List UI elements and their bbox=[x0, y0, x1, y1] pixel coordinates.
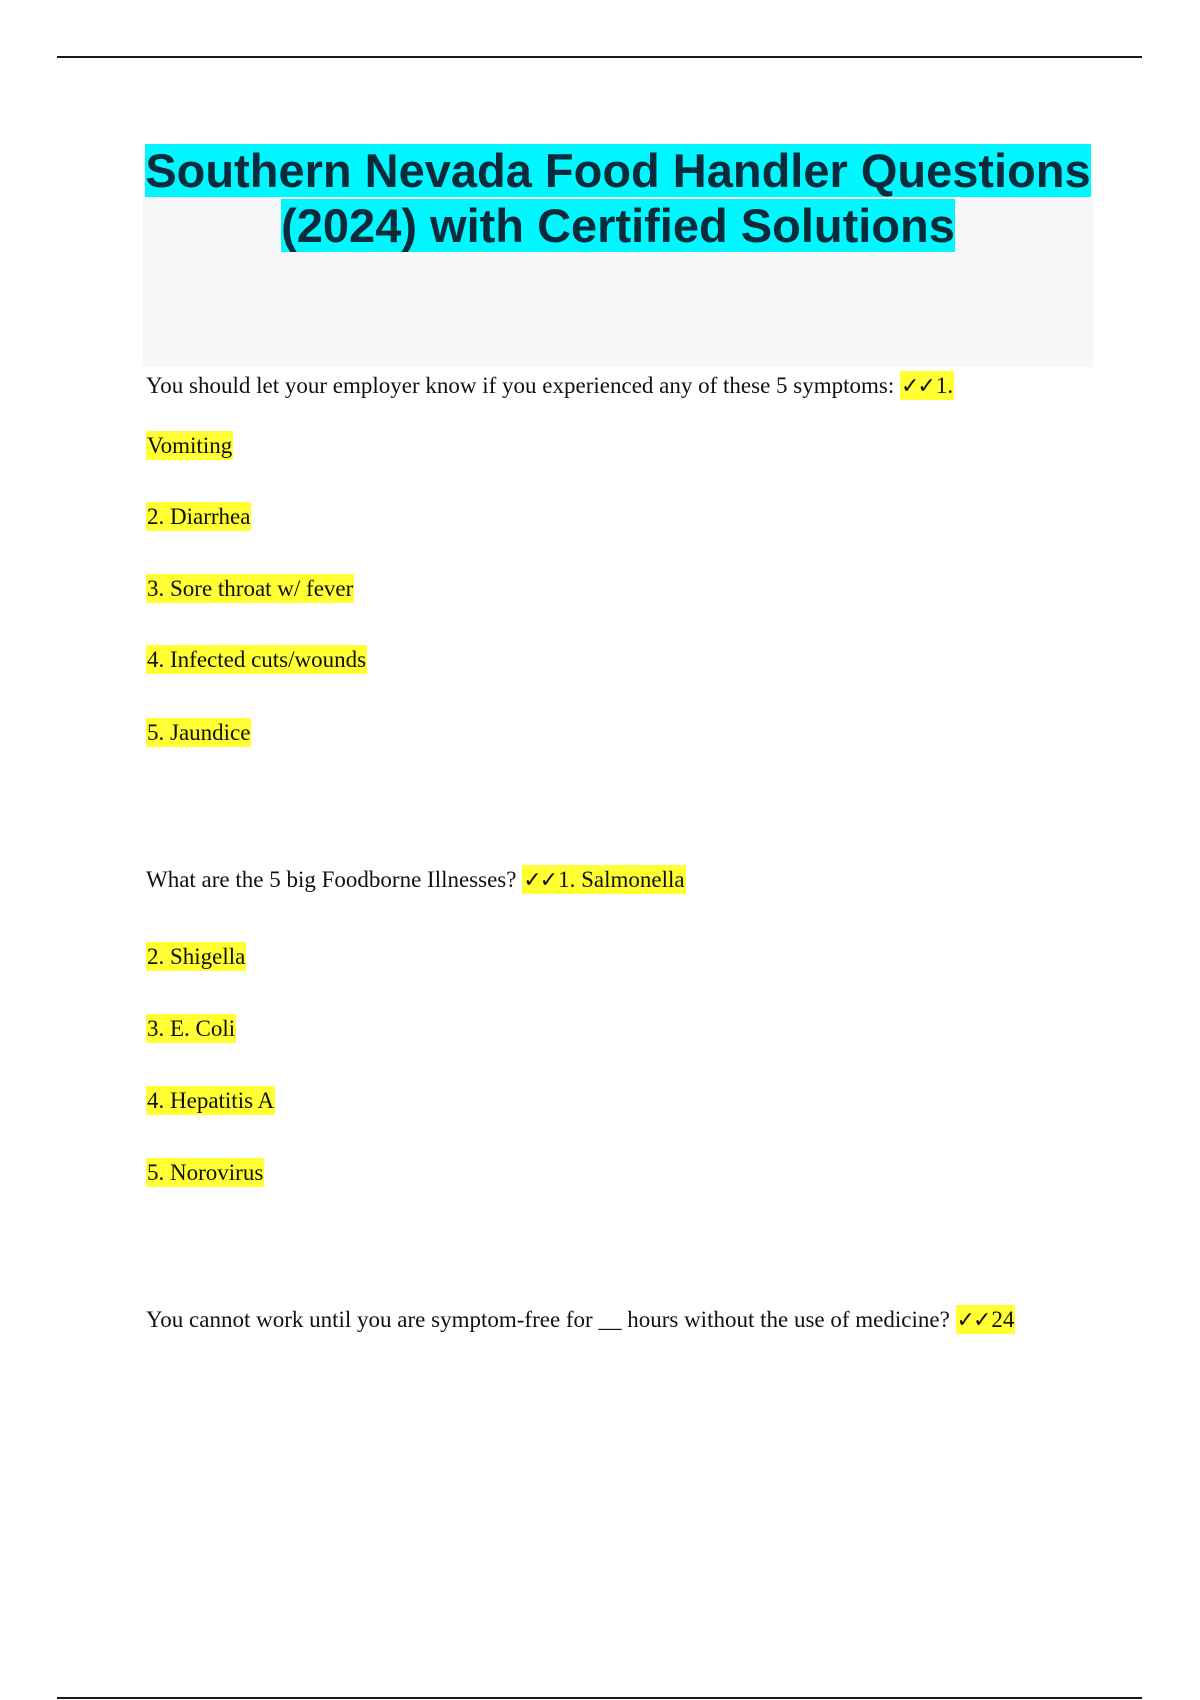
question-2-text: What are the 5 big Foodborne Illnesses? bbox=[146, 867, 517, 892]
question-1 bbox=[146, 371, 954, 402]
question-3-text: You cannot work until you are symptom-free for __ hours without the use of medicine? bbox=[146, 1307, 950, 1332]
question-2 bbox=[146, 865, 686, 896]
answer-2-line-1: 2. Shigella bbox=[147, 944, 246, 969]
answer-1-line-3: 3. Sore throat w/ fever bbox=[147, 576, 354, 601]
answer-1-line-1: Vomiting bbox=[147, 433, 233, 458]
bottom-rule bbox=[57, 1697, 1142, 1699]
question-1-text: You should let your employer know if you experienced any of these 5 symptoms: bbox=[146, 373, 895, 398]
document-title bbox=[143, 143, 1093, 253]
document-title-text: Southern Nevada Food Handler Questions (2024) with Certified Solutions bbox=[145, 144, 1091, 252]
answer-2-line-2: 3. E. Coli bbox=[147, 1016, 236, 1041]
answer-1-first-line: ✓✓1. bbox=[901, 373, 954, 399]
double-check-icon: ✓✓ bbox=[956, 1308, 990, 1333]
answer-2-line-4: 5. Norovirus bbox=[147, 1160, 264, 1185]
question-3 bbox=[146, 1305, 1015, 1336]
answer-2-first-line: ✓✓1. Salmonella bbox=[523, 867, 685, 893]
answer-1-line-4: 4. Infected cuts/wounds bbox=[147, 647, 367, 672]
double-check-icon: ✓✓ bbox=[901, 374, 934, 399]
answer-1-line-2: 2. Diarrhea bbox=[147, 504, 251, 529]
answer-3-first-line: ✓✓24 bbox=[956, 1307, 1015, 1333]
answer-1-line-5: 5. Jaundice bbox=[147, 720, 251, 745]
double-check-icon: ✓✓ bbox=[523, 868, 557, 893]
top-rule bbox=[57, 56, 1142, 58]
answer-2-line-3: 4. Hepatitis A bbox=[147, 1088, 275, 1113]
